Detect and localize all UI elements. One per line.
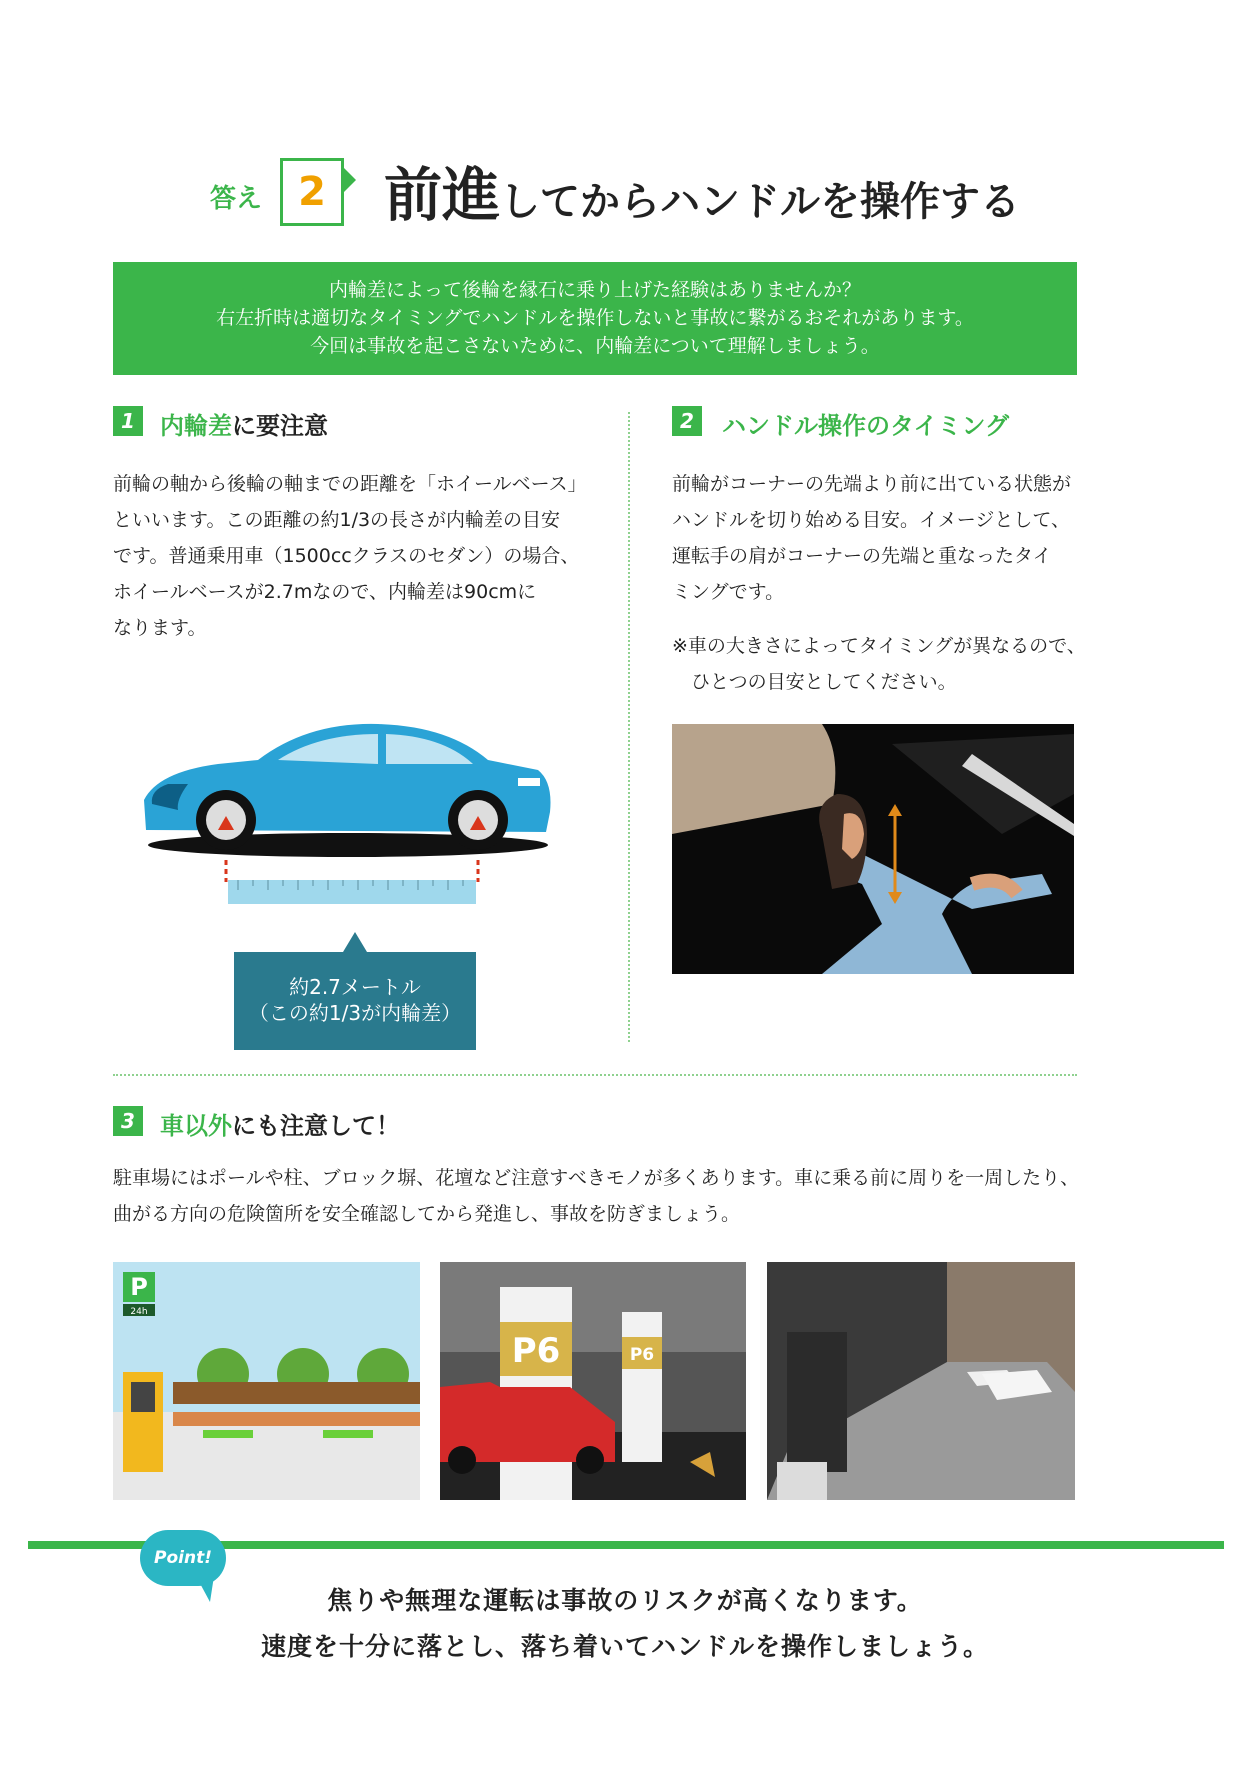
banner-line: 今回は事故を起こさないために、内輪差について理解しましょう。 <box>310 335 880 357</box>
pillar-large-label: P6 <box>511 1331 561 1371</box>
section1-line: ホイールベースが2.7mなので、内輪差は90cmに <box>113 581 537 603</box>
parking-stop <box>323 1430 373 1438</box>
block-wall <box>787 1332 847 1472</box>
wheelbase-label-line: （この約1/3が内輪差） <box>248 1001 462 1025</box>
pillar-small-label: P6 <box>629 1345 655 1365</box>
answer-number: 2 <box>280 158 344 226</box>
page-title <box>384 160 1020 237</box>
intro-banner <box>113 262 1077 375</box>
section1-line: 前輪の軸から後輪の軸までの距離を「ホイールベース」 <box>113 473 587 495</box>
point-message <box>0 1578 1250 1670</box>
section2-title: ハンドル操作のタイミング <box>722 412 1010 440</box>
section3-body <box>113 1160 1079 1232</box>
answer-label: 答え <box>210 184 263 214</box>
red-car-wheel <box>576 1446 604 1474</box>
section2-line: 運転手の肩がコーナーの先端と重なったタイ <box>672 545 1052 567</box>
flower-bed <box>173 1412 420 1426</box>
section2-note-line: ※車の大きさによってタイミングが異なるので、 <box>672 635 1086 657</box>
indoor-parking-illustration <box>440 1262 746 1500</box>
section2-line: 前輪がコーナーの先端より前に出ている状態が <box>672 473 1072 495</box>
section1-title <box>160 406 328 441</box>
column-divider <box>628 412 630 1042</box>
section1-line: です。普通乗用車（1500ccクラスのセダン）の場合、 <box>113 545 580 567</box>
wheelbase-label-line: 約2.7メートル <box>289 975 421 999</box>
wheelbase-label <box>234 952 476 1050</box>
section3-line: 曲がる方向の危険箇所を安全確認してから発進し、事故を防ぎましょう。 <box>113 1203 741 1225</box>
section3-title <box>160 1106 400 1141</box>
chevron-right-icon <box>344 168 356 192</box>
section1-title-highlight: 内輪差 <box>160 412 232 440</box>
section1-number: 1 <box>113 406 143 436</box>
ceiling <box>440 1262 746 1352</box>
wheelbase-ruler <box>228 880 476 904</box>
parking-24h-text: 24h <box>130 1307 148 1317</box>
pillar-small <box>622 1312 662 1462</box>
section2-note <box>672 628 1086 700</box>
section3-line: 駐車場にはポールや柱、ブロック塀、花壇など注意すべきモノが多くあります。車に乗る前に周りを一周したり、 <box>113 1167 1080 1189</box>
parking-stop <box>203 1430 253 1438</box>
point-line-text: 焦りや無理な運転は事故のリスクが高くなります。 <box>327 1586 923 1615</box>
section1-line: といいます。この距離の約1/3の長さが内輪差の目安 <box>113 509 561 531</box>
parking-lot-illustration <box>113 1262 420 1500</box>
wall-base <box>777 1462 827 1500</box>
car-taillight <box>518 778 540 786</box>
title-rest: してからハンドルを操作する <box>500 179 1021 225</box>
red-car-wheel <box>448 1446 476 1474</box>
label-pointer <box>343 932 367 952</box>
section1-title-rest: に要注意 <box>232 412 328 440</box>
section2-note-line: ひとつの目安としてください。 <box>672 671 957 693</box>
section2-line: ハンドルを切り始める目安。イメージとして、 <box>672 509 1071 531</box>
section3-number: 3 <box>113 1106 143 1136</box>
fence <box>173 1382 420 1404</box>
car-illustration <box>138 712 558 932</box>
section3-title-highlight: 車以外 <box>160 1112 232 1140</box>
section-divider <box>113 1074 1077 1076</box>
banner-line: 内輪差によって後輪を縁石に乗り上げた経験はありませんか？ <box>328 279 861 301</box>
driver-illustration <box>672 724 1074 974</box>
section2-number: 2 <box>672 406 702 436</box>
ramp-illustration <box>767 1262 1075 1500</box>
point-badge: Point! <box>140 1530 226 1586</box>
banner-line: 右左折時は適切なタイミングでハンドルを操作しないと事故に繋がるおそれがあります。 <box>216 307 974 329</box>
section3-title-rest: にも注意して！ <box>232 1112 400 1140</box>
title-emphasis: 前進 <box>384 161 501 229</box>
section2-line: ミングです。 <box>672 581 785 603</box>
section1-line: なります。 <box>113 617 207 639</box>
section1-body <box>113 466 587 646</box>
parking-sign-letter: P <box>130 1273 148 1301</box>
point-line-text: 速度を十分に落とし、落ち着いてハンドルを操作しましょう。 <box>260 1632 989 1661</box>
pay-machine-screen <box>131 1382 155 1412</box>
section2-body <box>672 466 1071 610</box>
